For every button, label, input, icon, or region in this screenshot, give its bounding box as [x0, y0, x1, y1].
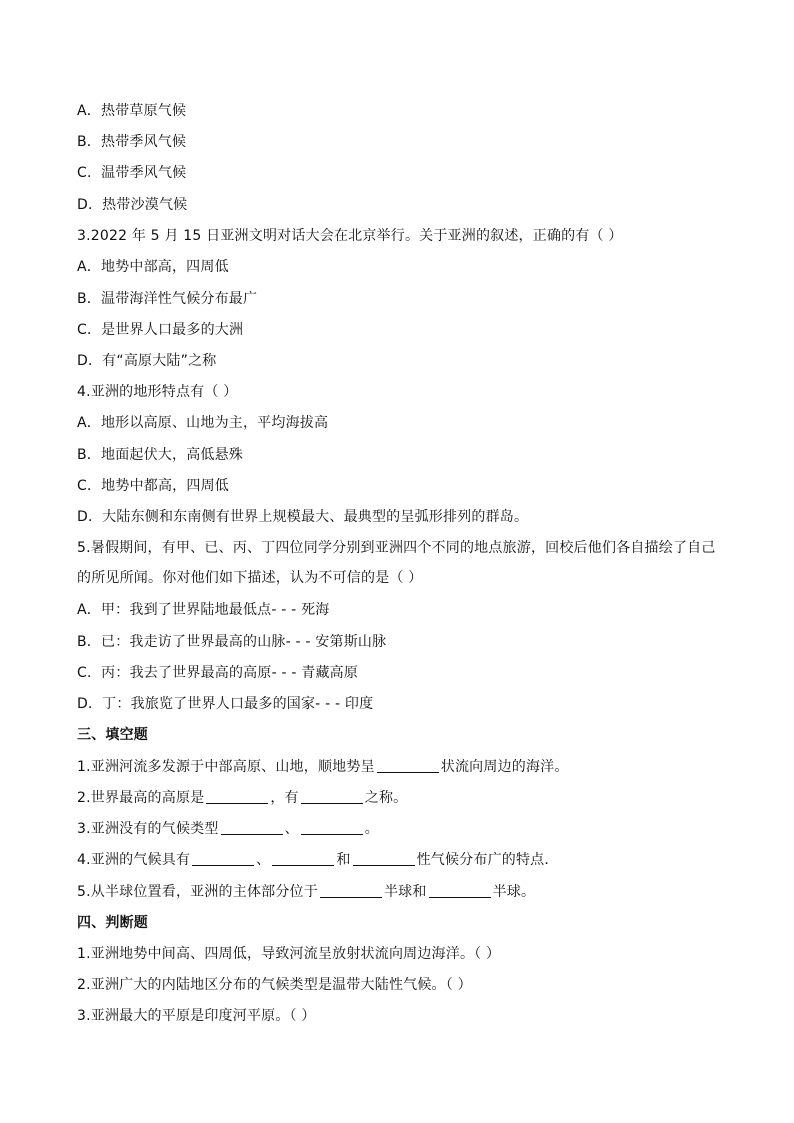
- q4-option-d: D．大陆东侧和东南侧有世界上规模最大、最典型的呈弧形排列的群岛。: [77, 509, 529, 525]
- q4-stem: 4.亚洲的地形特点有（ ）: [77, 384, 238, 400]
- text: 之称。: [364, 790, 408, 806]
- q5-option-b: B．已：我走访了世界最高的山脉- - - 安第斯山脉: [77, 634, 387, 650]
- answer-blank[interactable]: [301, 820, 363, 835]
- text: 、: [284, 821, 299, 837]
- q5-option-d: D．丁：我旅览了世界人口最多的国家- - - 印度: [77, 696, 374, 712]
- answer-blank[interactable]: [221, 820, 283, 835]
- text: 和: [336, 852, 351, 868]
- text: 、: [256, 852, 271, 868]
- q3-option-c: C．是世界人口最多的大洲: [77, 322, 244, 338]
- answer-blank[interactable]: [377, 758, 439, 773]
- q3-stem: 3.2022 年 5 月 15 日亚洲文明对话大会在北京举行。关于亚洲的叙述，正确的有（ ）: [77, 228, 623, 244]
- q5-option-c: C．丙：我去了世界最高的高原- - - 青藏高原: [77, 665, 359, 681]
- fill-question-5: [77, 882, 535, 902]
- q2-option-a: A．热带草原气候: [77, 103, 187, 119]
- text: 半球和: [383, 884, 427, 900]
- text: 5.从半球位置看，亚洲的主体部分位于: [77, 884, 318, 900]
- q2-option-b: B．热带季风气候: [77, 134, 187, 150]
- answer-blank[interactable]: [272, 851, 334, 866]
- q4-option-b: B．地面起伏大，高低悬殊: [77, 447, 244, 463]
- q4-option-c: C．地势中都高，四周低: [77, 478, 229, 494]
- section4-heading: 四、判断题: [77, 915, 148, 931]
- fill-question-1: [77, 757, 569, 777]
- judge-question-3: 3.亚洲最大的平原是印度河平原。（ ）: [77, 1008, 316, 1024]
- answer-blank[interactable]: [429, 883, 491, 898]
- q2-option-d: D．热带沙漠气候: [77, 197, 188, 213]
- answer-blank[interactable]: [192, 851, 254, 866]
- q3-option-a: A．地势中部高，四周低: [77, 259, 229, 275]
- q2-option-c: C．温带季风气候: [77, 165, 187, 181]
- text: 。: [364, 821, 379, 837]
- fill-question-2: [77, 788, 407, 808]
- judge-question-2: 2.亚洲广大的内陆地区分布的气候类型是温带大陆性气候。（ ）: [77, 977, 472, 993]
- answer-blank[interactable]: [353, 851, 415, 866]
- q3-option-b: B．温带海洋性气候分布最广: [77, 291, 258, 307]
- q5-stem: 5.暑假期间，有甲、已、丙、丁四位同学分别到亚洲四个不同的地点旅游，回校后他们各自描绘了自己的所见所闻。你对他们如下描述，认为不可信的是（ ）: [77, 540, 716, 586]
- q4-option-a: A．地形以高原、山地为主，平均海拔高: [77, 415, 329, 431]
- q3-option-d: D．有“高原大陆”之称: [77, 353, 217, 369]
- q5-option-a: A．甲：我到了世界陆地最低点- - - 死海: [77, 602, 330, 618]
- text: 半球。: [492, 884, 536, 900]
- text: 状流向周边的海洋。: [440, 759, 569, 775]
- answer-blank[interactable]: [206, 789, 268, 804]
- section3-heading: 三、填空题: [77, 727, 148, 743]
- answer-blank[interactable]: [320, 883, 382, 898]
- text: ，有: [270, 790, 299, 806]
- text: 性气候分布广的特点．: [416, 852, 559, 868]
- text: 4.亚洲的气候具有: [77, 852, 191, 868]
- fill-question-4: [77, 850, 559, 870]
- text: 2.世界最高的高原是: [77, 790, 205, 806]
- judge-question-1: 1.亚洲地势中间高、四周低，导致河流呈放射状流向周边海洋。（ ）: [77, 946, 501, 962]
- answer-blank[interactable]: [301, 789, 363, 804]
- text: 1.亚洲河流多发源于中部高原、山地，顺地势呈: [77, 759, 375, 775]
- text: 3.亚洲没有的气候类型: [77, 821, 219, 837]
- fill-question-3: [77, 819, 379, 839]
